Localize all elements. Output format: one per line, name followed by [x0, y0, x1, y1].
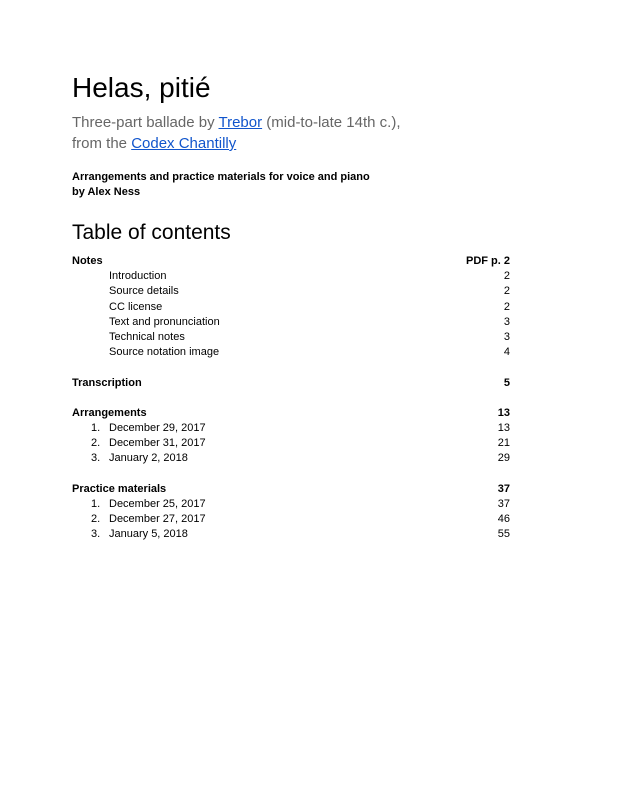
- toc-entry-source-details[interactable]: [72, 284, 510, 299]
- document-title: Helas, pitié: [72, 72, 211, 103]
- toc-section-label: Notes: [72, 255, 103, 267]
- toc-section-practice-materials[interactable]: [72, 482, 510, 497]
- toc-page-number: 21: [497, 437, 510, 450]
- toc-page-number: 4: [503, 346, 510, 359]
- toc-page-number: 37: [497, 482, 510, 495]
- toc-entry-label: Technical notes: [109, 330, 185, 343]
- toc-page-number: 3: [503, 315, 510, 328]
- toc-entry-label: Source notation image: [109, 346, 220, 359]
- toc-entry-arrangement-3[interactable]: [72, 451, 510, 466]
- toc-entry-practice-1[interactable]: [72, 497, 510, 512]
- toc-entry-practice-3[interactable]: [72, 527, 510, 542]
- toc-entry-label: December 27, 2017: [109, 513, 206, 526]
- toc-entry-label: January 5, 2018: [109, 528, 188, 541]
- toc-entry-cc-license[interactable]: [72, 300, 510, 315]
- toc-entry-number: 3.: [91, 452, 101, 465]
- toc-page-number: 13: [497, 406, 510, 419]
- byline-author: by Alex Ness: [72, 186, 141, 198]
- toc-entry-label: CC license: [109, 300, 163, 313]
- composer-link[interactable]: Trebor: [218, 114, 263, 131]
- toc-entry-label: Source details: [109, 285, 179, 298]
- toc-entry-practice-2[interactable]: [72, 512, 510, 527]
- toc-section-label: Practice materials: [72, 482, 167, 495]
- toc-page-number: 5: [503, 376, 510, 389]
- subtitle-prefix: Three-part ballade by: [72, 114, 219, 131]
- byline-description: Arrangements and practice materials for voice and piano: [72, 171, 370, 183]
- toc-entry-text-pronunciation[interactable]: [72, 315, 510, 330]
- toc-entry-number: 2.: [91, 513, 101, 526]
- toc-page-number: 3: [503, 330, 510, 343]
- toc-entry-number: 3.: [91, 528, 101, 541]
- toc-page-number: PDF p. 2: [465, 255, 510, 267]
- toc-page-number: 29: [497, 452, 510, 465]
- toc-page-number: 55: [497, 528, 510, 541]
- toc-page-number: 37: [497, 498, 510, 510]
- toc-entry-number: 2.: [91, 437, 101, 450]
- toc-entry-label: January 2, 2018: [109, 452, 188, 465]
- toc-section-label: Arrangements: [72, 406, 147, 419]
- toc-page-number: 2: [503, 285, 510, 298]
- toc-entry-arrangement-1[interactable]: [72, 421, 510, 436]
- toc-entry-number: 1.: [91, 422, 101, 435]
- toc-page-number: 46: [497, 513, 510, 526]
- toc-entry-label: December 29, 2017: [109, 422, 206, 435]
- table-of-contents: [72, 254, 510, 543]
- toc-entry-arrangement-2[interactable]: [72, 436, 510, 451]
- toc-entry-label: Introduction: [109, 270, 167, 283]
- toc-section-arrangements[interactable]: [72, 406, 510, 421]
- subtitle-line2-prefix: from the: [72, 135, 132, 152]
- toc-entry-technical-notes[interactable]: [72, 330, 510, 345]
- toc-entry-number: 1.: [91, 498, 101, 510]
- subtitle-middle: (mid-to-late 14th c.),: [262, 114, 401, 131]
- document-subtitle: [72, 112, 492, 154]
- toc-entry-label: Text and pronunciation: [109, 315, 220, 328]
- toc-section-label: Transcription: [72, 376, 142, 389]
- toc-heading: Table of contents: [72, 221, 231, 244]
- toc-entry-source-notation-image[interactable]: [72, 345, 510, 360]
- toc-section-transcription[interactable]: [72, 376, 510, 391]
- toc-page-number: 13: [497, 422, 510, 435]
- toc-entry-introduction[interactable]: [72, 269, 510, 284]
- toc-page-number: 2: [503, 270, 510, 283]
- source-link[interactable]: Codex Chantilly: [131, 135, 237, 152]
- toc-page-number: 2: [503, 300, 510, 313]
- toc-entry-label: December 25, 2017: [109, 498, 206, 510]
- toc-section-notes[interactable]: [72, 254, 510, 269]
- byline: [72, 170, 370, 200]
- toc-entry-label: December 31, 2017: [109, 437, 206, 450]
